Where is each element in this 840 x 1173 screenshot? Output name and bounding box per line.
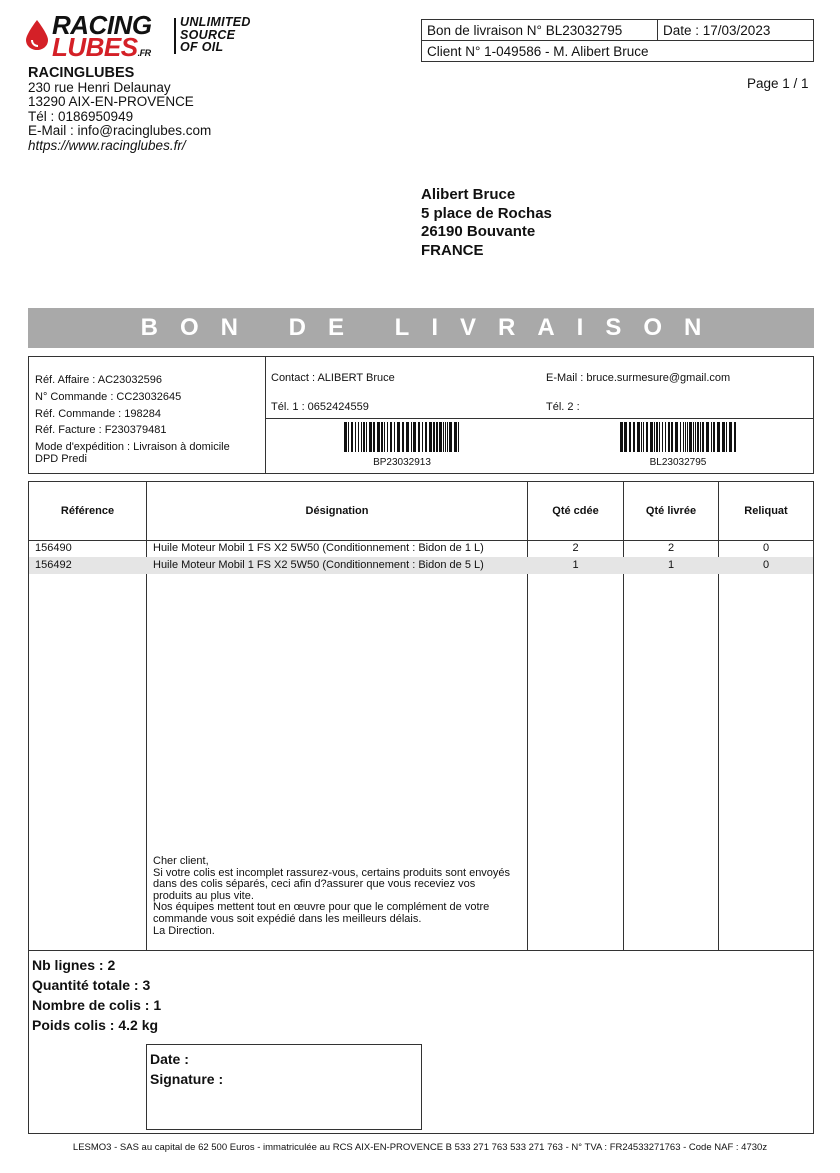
- cell-qty-ordered: 1: [572, 559, 579, 571]
- oil-drop-icon: [26, 20, 48, 50]
- barcode-bar: [433, 422, 435, 452]
- document-title-banner: BON DE LIVRAISON: [28, 308, 814, 348]
- barcode-bar: [689, 422, 692, 452]
- signature-date-label: Date :: [150, 1051, 189, 1067]
- barcode-bar: [717, 422, 720, 452]
- note-line: Nos équipes mettent tout en œuvre pour que le complément de votre: [153, 901, 490, 914]
- cell-backorder: 0: [762, 542, 770, 554]
- recipient-city: 26190 Bouvante: [421, 223, 536, 240]
- cell-qty-ordered: 2: [572, 542, 579, 554]
- delivery-note-number: Bon de livraison N° BL23032795: [421, 19, 658, 41]
- company-website-link[interactable]: https://www.racinglubes.fr/: [28, 137, 186, 153]
- totals-section: [28, 951, 814, 1134]
- barcode-bar: [685, 422, 686, 452]
- recipient-street: 5 place de Rochas: [421, 204, 552, 222]
- total-lines: Nb lignes : 2: [32, 957, 116, 973]
- divider: [265, 357, 266, 473]
- barcode-bar: [643, 422, 644, 452]
- barcode-bar: [675, 422, 678, 452]
- barcode-bar: [671, 422, 673, 452]
- package-count: Nombre de colis : 1: [32, 997, 162, 1013]
- barcode-bar: [702, 422, 704, 452]
- barcode-bar: [387, 422, 388, 452]
- affaire-ref: Réf. Affaire : AC23032596: [35, 374, 162, 386]
- divider: [265, 418, 814, 419]
- company-phone: Tél : 0186950949: [28, 108, 134, 124]
- barcode-bar: [351, 422, 353, 452]
- company-address: [28, 66, 211, 153]
- barcode-bar: [726, 422, 727, 452]
- barcode-bar: [373, 422, 375, 452]
- barcode-bar: [449, 422, 452, 452]
- barcode-bar: [646, 422, 648, 452]
- barcode-bar: [729, 422, 732, 452]
- company-street: 230 rue Henri Delaunay: [28, 79, 171, 95]
- column-header-reference: Référence: [60, 505, 115, 517]
- barcode-bar: [358, 422, 359, 452]
- barcode-bar: [700, 422, 701, 452]
- delivery-date: Date : 17/03/2023: [657, 19, 814, 41]
- recipient-country: FRANCE: [421, 241, 484, 259]
- contact-name: Contact : ALIBERT Bruce: [271, 372, 395, 384]
- barcode-bar: [687, 422, 688, 452]
- barcode-bar: [722, 422, 725, 452]
- barcode-bar: [454, 422, 457, 452]
- barcode-bar: [659, 422, 660, 452]
- note-line: Si votre colis est incomplet rassurez-vous, certains produits sont envoyés: [153, 866, 511, 879]
- barcode-bar: [711, 422, 712, 452]
- cell-reference: 156492: [35, 559, 72, 571]
- logo-tagline: UNLIMITED SOURCE OF OIL: [180, 15, 251, 54]
- order-info-block: [28, 356, 814, 474]
- barcode-bar: [361, 422, 362, 452]
- logo-divider: [174, 18, 176, 54]
- company-name: RACINGLUBES: [28, 65, 135, 81]
- barcode-label-2: BL23032795: [649, 457, 707, 468]
- barcode-bar: [458, 422, 459, 452]
- barcode-bar: [637, 422, 640, 452]
- table-row: [29, 557, 813, 574]
- cell-designation: Huile Moteur Mobil 1 FS X2 5W50 (Conditionnement : Bidon de 1 L): [153, 542, 484, 554]
- barcode-bar: [734, 422, 736, 452]
- barcode-bar: [411, 422, 412, 452]
- company-city: 13290 AIX-EN-PROVENCE: [28, 94, 194, 109]
- cell-qty-delivered: 2: [667, 542, 675, 554]
- barcode-bar: [436, 422, 438, 452]
- barcode-bar: [633, 422, 635, 452]
- table-row: [29, 540, 813, 557]
- note-line: La Direction.: [153, 924, 215, 937]
- barcode-bar: [693, 422, 694, 452]
- shipping-carrier: DPD Predi: [35, 452, 87, 465]
- barcode-bar: [683, 422, 684, 452]
- page-number: Page 1 / 1: [747, 76, 809, 91]
- barcode-bar: [394, 422, 395, 452]
- barcode-bar: [620, 422, 623, 452]
- recipient-name: Alibert Bruce: [421, 186, 516, 203]
- contact-phone-2: Tél. 2 :: [546, 401, 580, 413]
- invoice-ref: Réf. Facture : F230379481: [35, 424, 167, 437]
- column-header-qty-delivered: Qté livrée: [645, 505, 697, 517]
- barcode-bar: [425, 422, 427, 452]
- barcode-bar: [680, 422, 681, 452]
- note-line: produits au plus vite.: [153, 889, 254, 902]
- shipping-mode: Mode d'expédition : Livraison à domicile: [35, 441, 230, 454]
- column-header-qty-ordered: Qté cdée: [552, 505, 599, 517]
- barcode-icon: [618, 422, 738, 452]
- barcode-bar: [369, 422, 372, 452]
- barcode-bar: [650, 422, 653, 452]
- barcode-block-2: [618, 422, 738, 468]
- barcode-bar: [406, 422, 409, 452]
- contact-phone-1: Tél. 1 : 0652424559: [271, 401, 369, 413]
- cell-reference: 156490: [35, 542, 72, 554]
- barcode-bar: [629, 422, 631, 452]
- total-quantity: Quantité totale : 3: [32, 977, 151, 993]
- company-logo: [26, 10, 288, 62]
- barcode-bar: [656, 422, 658, 452]
- cell-backorder: 0: [762, 559, 770, 571]
- items-table: [28, 481, 814, 951]
- barcode-label-1: BP23032913: [373, 457, 431, 468]
- barcode-bar: [697, 422, 699, 452]
- barcode-bar: [668, 422, 670, 452]
- barcode-bar: [384, 422, 385, 452]
- signature-box[interactable]: [146, 1044, 422, 1130]
- barcode-bar: [402, 422, 404, 452]
- barcode-bar: [355, 422, 356, 452]
- barcode-bar: [422, 422, 423, 452]
- barcode-bar: [641, 422, 642, 452]
- barcode-bar: [706, 422, 709, 452]
- package-weight: Poids colis : 4.2 kg: [32, 1017, 159, 1033]
- column-header-backorder: Reliquat: [744, 505, 788, 517]
- recipient-address: [421, 186, 552, 260]
- barcode-bar: [418, 422, 420, 452]
- note-line: Cher client,: [153, 855, 209, 867]
- order-references: [35, 372, 230, 465]
- barcode-bar: [439, 422, 442, 452]
- barcode-bar: [665, 422, 666, 452]
- barcode-bar: [445, 422, 446, 452]
- barcode-bar: [363, 422, 365, 452]
- barcode-bar: [429, 422, 432, 452]
- barcode-bar: [377, 422, 380, 452]
- barcode-bar: [624, 422, 627, 452]
- barcode-bar: [366, 422, 367, 452]
- note-line: commande vous soit expédié dans les meilleurs délais.: [153, 912, 422, 925]
- order-ref: Réf. Commande : 198284: [35, 407, 161, 420]
- company-email: E-Mail : info@racinglubes.com: [28, 123, 212, 138]
- barcode-bar: [443, 422, 444, 452]
- barcode-block-1: [342, 422, 462, 468]
- barcode-bar: [413, 422, 416, 452]
- column-header-designation: Désignation: [305, 505, 369, 517]
- logo-wordmark: RACING LUBES.FR: [52, 10, 152, 62]
- order-number: N° Commande : CC23032645: [35, 390, 182, 403]
- barcode-bar: [381, 422, 383, 452]
- legal-footer: LESMO3 - SAS au capital de 62 500 Euros - immatriculée au RCS AIX-EN-PROVENCE B 533 271 763 533 271 763 - N° TVA : FR24533271763 - Code NAF : 4730z: [72, 1142, 768, 1153]
- barcode-bar: [654, 422, 655, 452]
- note-line: dans des colis séparés, ceci afin d?assurer que vous receviez vos: [153, 878, 476, 891]
- totals: [32, 955, 161, 1035]
- barcode-bar: [662, 422, 663, 452]
- signature-label: Signature :: [150, 1071, 224, 1087]
- barcode-bar: [713, 422, 715, 452]
- cell-designation: Huile Moteur Mobil 1 FS X2 5W50 (Conditionnement : Bidon de 5 L): [153, 559, 484, 571]
- barcode-bar: [390, 422, 392, 452]
- client-number: Client N° 1-049586 - M. Alibert Bruce: [421, 40, 814, 62]
- barcode-bar: [344, 422, 347, 452]
- barcode-bar: [348, 422, 349, 452]
- customer-note: [153, 856, 533, 937]
- contact-email: E-Mail : bruce.surmesure@gmail.com: [546, 372, 731, 384]
- barcode-bar: [397, 422, 400, 452]
- barcode-bar: [695, 422, 696, 452]
- barcode-bar: [447, 422, 448, 452]
- cell-qty-delivered: 1: [667, 559, 675, 571]
- barcode-icon: [342, 422, 462, 452]
